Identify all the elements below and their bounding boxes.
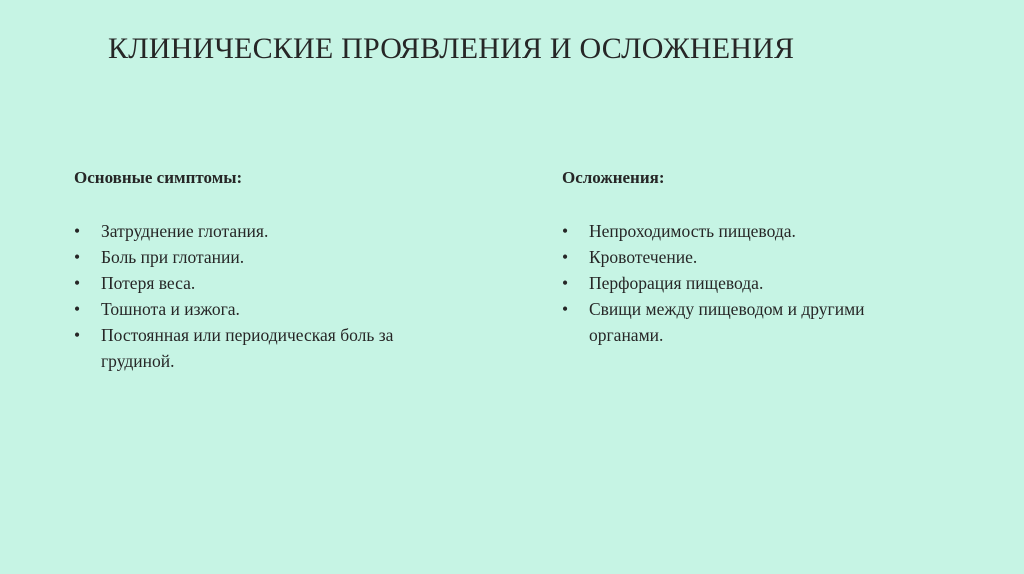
symptom-text: Постоянная или периодическая боль за грудиной. [101,325,394,371]
symptom-item [74,270,434,296]
complications-column [562,166,902,348]
complication-text: Перфорация пищевода. [589,273,764,293]
complication-item [562,218,902,244]
bullet-icon: • [562,221,569,241]
bullet-icon: • [74,247,81,267]
symptom-item [74,218,434,244]
symptoms-list [74,218,434,374]
slide-title: КЛИНИЧЕСКИЕ ПРОЯВЛЕНИЯ И ОСЛОЖНЕНИЯ [108,32,795,65]
complication-item [562,270,902,296]
bullet-icon: • [74,273,81,293]
bullet-icon: • [562,299,569,319]
symptom-text: Тошнота и изжога. [101,299,240,319]
bullet-icon: • [74,221,81,241]
complications-list [562,218,902,348]
symptom-item [74,296,434,322]
symptoms-column [74,166,434,374]
complication-text: Кровотечение. [589,247,698,267]
symptom-text: Затруднение глотания. [101,221,269,241]
symptom-item [74,244,434,270]
bullet-icon: • [562,247,569,267]
symptom-text: Потеря веса. [101,273,196,293]
symptoms-heading: Основные симптомы: [74,168,243,187]
bullet-icon: • [74,299,81,319]
complication-item [562,244,902,270]
complication-text: Непроходимость пищевода. [589,221,796,241]
bullet-icon: • [74,325,81,345]
symptom-item [74,322,434,374]
complication-item [562,296,902,348]
bullet-icon: • [562,273,569,293]
complications-heading: Осложнения: [562,168,665,187]
symptom-text: Боль при глотании. [101,247,245,267]
complication-text: Свищи между пищеводом и другими органами. [589,299,865,345]
